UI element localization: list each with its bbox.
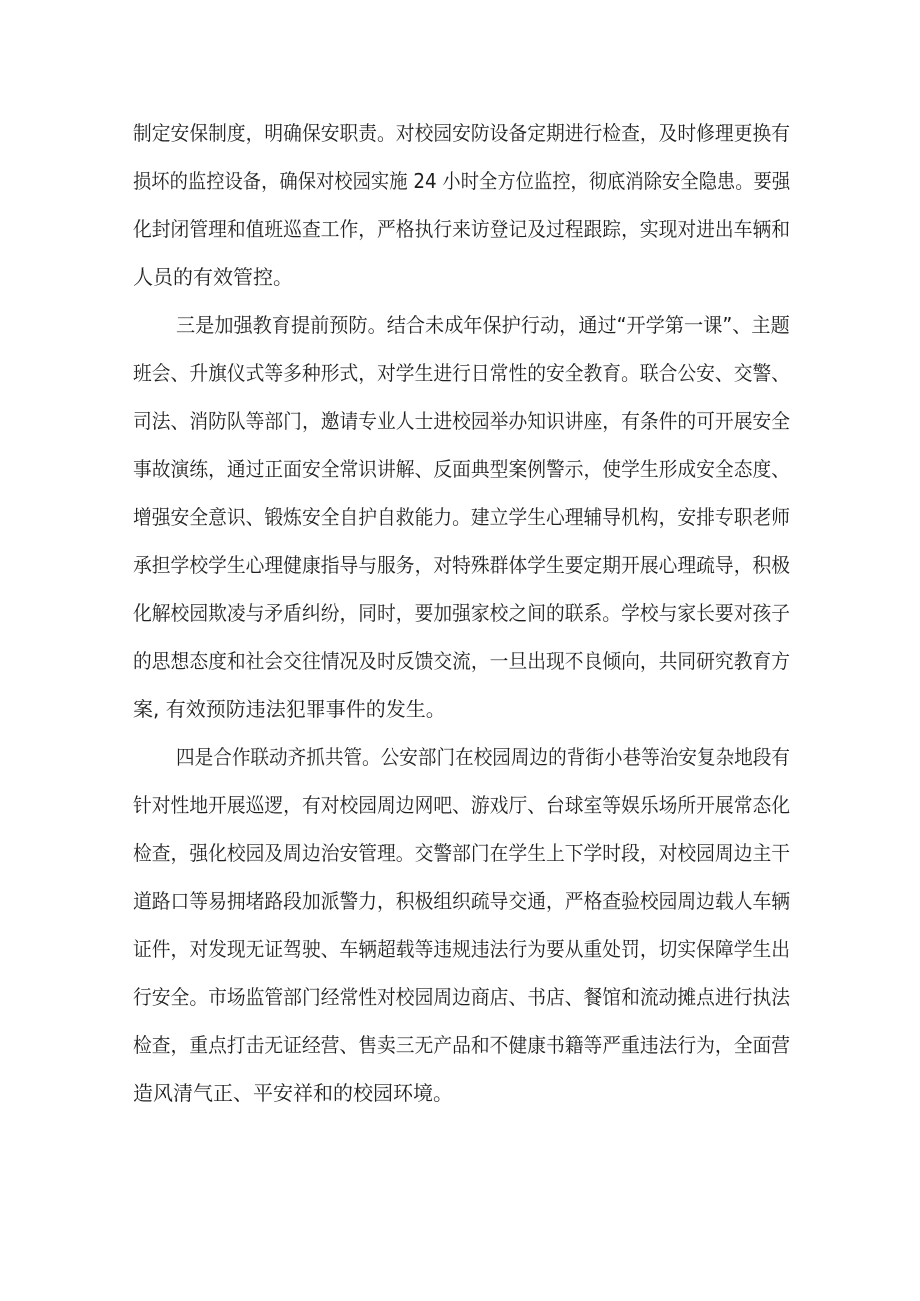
- paragraph-2-line-8: 的思想态度和社会交往情况及时反馈交流，一旦出现不良倾向，共同研究教育方: [133, 649, 791, 673]
- paragraph-3-line-5: 证件，对发现无证驾驶、车辆超载等违规违法行为要从重处罚，切实保障学生出: [133, 937, 791, 961]
- paragraph-3-line-2: 针对性地开展巡逻，有对校园周边网吧、游戏厅、台球室等娱乐场所开展常态化: [133, 793, 791, 817]
- paragraph-1-line-3: 化封闭管理和值班巡查工作，严格执行来访登记及过程跟踪，实现对进出车辆和: [133, 217, 791, 241]
- paragraph-2-line-6: 承担学校学生心理健康指导与服务，对特殊群体学生要定期开展心理疏导，积极: [133, 553, 791, 577]
- paragraph-1-line-2: 损坏的监控设备，确保对校园实施 24 小时全方位监控，彻底消除安全隐患。要强: [133, 169, 791, 193]
- paragraph-2-line-5: 增强安全意识、锻炼安全自护自救能力。建立学生心理辅导机构，安排专职老师: [133, 505, 791, 529]
- paragraph-1-line-4: 人员的有效管控。: [133, 265, 293, 289]
- paragraph-1-line-1: 制定安保制度，明确保安职责。对校园安防设备定期进行检查，及时修理更换有: [133, 121, 791, 145]
- paragraph-3-line-4: 道路口等易拥堵路段加派警力，积极组织疏导交通，严格查验校园周边载人车辆: [133, 889, 791, 913]
- paragraph-2-line-2: 班会、升旗仪式等多种形式，对学生进行日常性的安全教育。联合公安、交警、: [133, 361, 791, 385]
- paragraph-2-line-7: 化解校园欺凌与矛盾纠纷，同时，要加强家校之间的联系。学校与家长要对孩子: [133, 601, 791, 625]
- paragraph-2-line-4: 事故演练，通过正面安全常识讲解、反面典型案例警示，使学生形成安全态度、: [133, 457, 791, 481]
- paragraph-2-line-3: 司法、消防队等部门，邀请专业人士进校园举办知识讲座，有条件的可开展安全: [133, 409, 791, 433]
- paragraph-3-line-1: 四是合作联动齐抓共管。公安部门在校园周边的背街小巷等治安复杂地段有: [176, 745, 790, 769]
- paragraph-2-line-1: 三是加强教育提前预防。结合未成年保护行动，通过“开学第一课”、主题: [176, 313, 790, 337]
- paragraph-2-line-9: 案, 有效预防违法犯罪事件的发生。: [133, 697, 446, 721]
- paragraph-3-line-3: 检查，强化校园及周边治安管理。交警部门在学生上下学时段，对校园周边主干: [133, 841, 791, 865]
- paragraph-3-line-8: 造风清气正、平安祥和的校园环境。: [133, 1081, 453, 1105]
- paragraph-3-line-6: 行安全。市场监管部门经常性对校园周边商店、书店、餐馆和流动摊点进行执法: [133, 985, 791, 1009]
- paragraph-3-line-7: 检查，重点打击无证经营、售卖三无产品和不健康书籍等严重违法行为，全面营: [133, 1033, 791, 1057]
